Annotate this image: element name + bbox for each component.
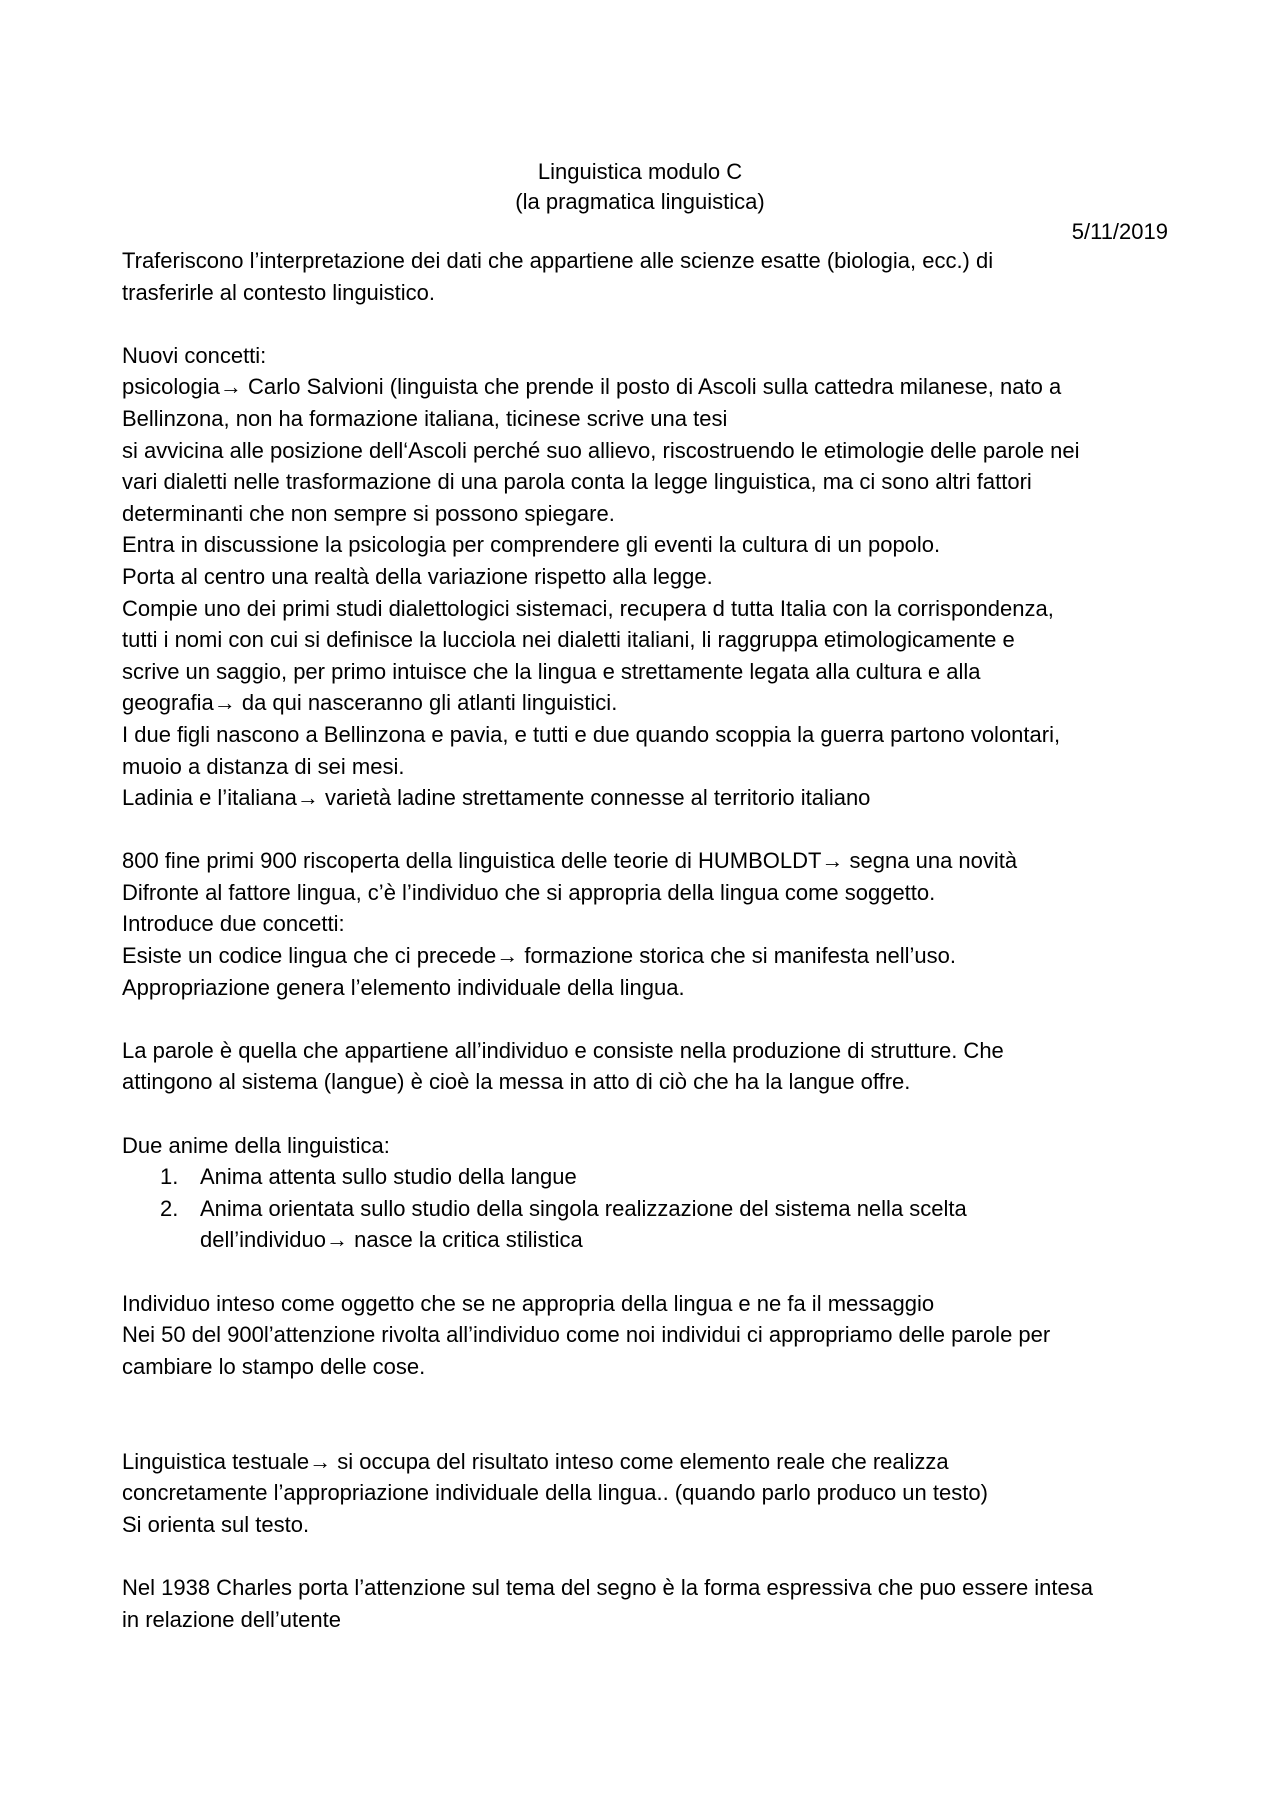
list-item-text: Anima orientata sullo studio della singola realizzazione del sistema nella scelta bbox=[200, 1195, 967, 1221]
text-line: Nel 1938 Charles porta l’attenzione sul tema del segno è la forma espressiva che puo essere intesa bbox=[122, 1574, 1093, 1600]
text-line: Nei 50 del 900l’attenzione rivolta all’individuo come noi individui ci appropriamo delle parole per bbox=[122, 1322, 1051, 1348]
text-line: Difronte al fattore lingua, c’è l’individuo che si appropria della lingua come soggetto. bbox=[122, 879, 936, 905]
text-line: cambiare lo stampo delle cose. bbox=[122, 1353, 426, 1379]
list-item-continuation: dell’individuo→ nasce la critica stilistica bbox=[200, 1227, 583, 1253]
text-line: La parole è quella che appartiene all’individuo e consiste nella produzione di strutture. Che bbox=[122, 1037, 1004, 1063]
document-body bbox=[122, 245, 1172, 1635]
text-line: geografia→ da qui nasceranno gli atlanti linguistici. bbox=[122, 690, 618, 716]
text-line: Compie uno dei primi studi dialettologici sistemaci, recupera d tutta Italia con la corrispondenza, bbox=[122, 595, 1054, 621]
text-line: tutti i nomi con cui si definisce la lucciola nei dialetti italiani, li raggruppa etimologicamente e bbox=[122, 627, 1015, 653]
text-line: Entra in discussione la psicologia per comprendere gli eventi la cultura di un popolo. bbox=[122, 532, 941, 558]
text-line: Introduce due concetti: bbox=[122, 911, 345, 937]
text-line: Si orienta sul testo. bbox=[122, 1511, 310, 1537]
text-line: Bellinzona, non ha formazione italiana, ticinese scrive una tesi bbox=[122, 405, 728, 431]
text-line: Esiste un codice lingua che ci precede→ formazione storica che si manifesta nell’uso. bbox=[122, 943, 956, 969]
document-date: 5/11/2019 bbox=[1071, 219, 1168, 244]
list-item bbox=[122, 1193, 1172, 1225]
text-line: 800 fine primi 900 riscoperta della linguistica delle teorie di HUMBOLDT→ segna una novità bbox=[122, 848, 1018, 874]
list-number: 1. bbox=[160, 1164, 179, 1190]
text-line: Individuo inteso come oggetto che se ne appropria della lingua e ne fa il messaggio bbox=[122, 1290, 935, 1316]
text-line: muoio a distanza di sei mesi. bbox=[122, 753, 405, 779]
document-title: Linguistica modulo C bbox=[537, 159, 743, 184]
list-item-text: Anima attenta sullo studio della langue bbox=[200, 1164, 577, 1190]
text-line: Appropriazione genera l’elemento individuale della lingua. bbox=[122, 974, 685, 1000]
text-line: determinanti che non sempre si possono spiegare. bbox=[122, 500, 615, 526]
text-line: concretamente l’appropriazione individuale della lingua.. (quando parlo produco un testo) bbox=[122, 1480, 988, 1506]
text-line: scrive un saggio, per primo intuisce che la lingua e strettamente legata alla cultura e alla bbox=[122, 658, 981, 684]
text-line: trasferirle al contesto linguistico. bbox=[122, 279, 436, 305]
text-line: Nuovi concetti: bbox=[122, 342, 267, 368]
text-line: si avvicina alle posizione dell‘Ascoli perché suo allievo, riscostruendo le etimologie delle parole nei bbox=[122, 437, 1080, 463]
text-line: vari dialetti nelle trasformazione di una parola conta la legge linguistica, ma ci sono altri fattori bbox=[122, 469, 1032, 495]
text-line: Traferiscono l’interpretazione dei dati che appartiene alle scienze esatte (biologia, ecc.) di bbox=[122, 248, 994, 273]
list-number: 2. bbox=[160, 1195, 179, 1221]
text-line: attingono al sistema (langue) è cioè la messa in atto di ciò che ha la langue offre. bbox=[122, 1069, 911, 1095]
text-line: psicologia→ Carlo Salvioni (linguista che prende il posto di Ascoli sulla cattedra milanese, nato a bbox=[122, 374, 1062, 400]
text-line: Due anime della linguistica: bbox=[122, 1132, 390, 1158]
text-line: Porta al centro una realtà della variazione rispetto alla legge. bbox=[122, 563, 713, 589]
text-line: in relazione dell’utente bbox=[122, 1606, 341, 1632]
text-line: I due figli nascono a Bellinzona e pavia, e tutti e due quando scoppia la guerra partono volontari, bbox=[122, 721, 1061, 747]
text-line: Ladinia e l’italiana→ varietà ladine strettamente connesse al territorio italiano bbox=[122, 785, 871, 811]
list-item bbox=[122, 1161, 1172, 1193]
document-subtitle: (la pragmatica linguistica) bbox=[515, 189, 765, 214]
text-line: Linguistica testuale→ si occupa del risultato inteso come elemento reale che realizza bbox=[122, 1448, 949, 1474]
